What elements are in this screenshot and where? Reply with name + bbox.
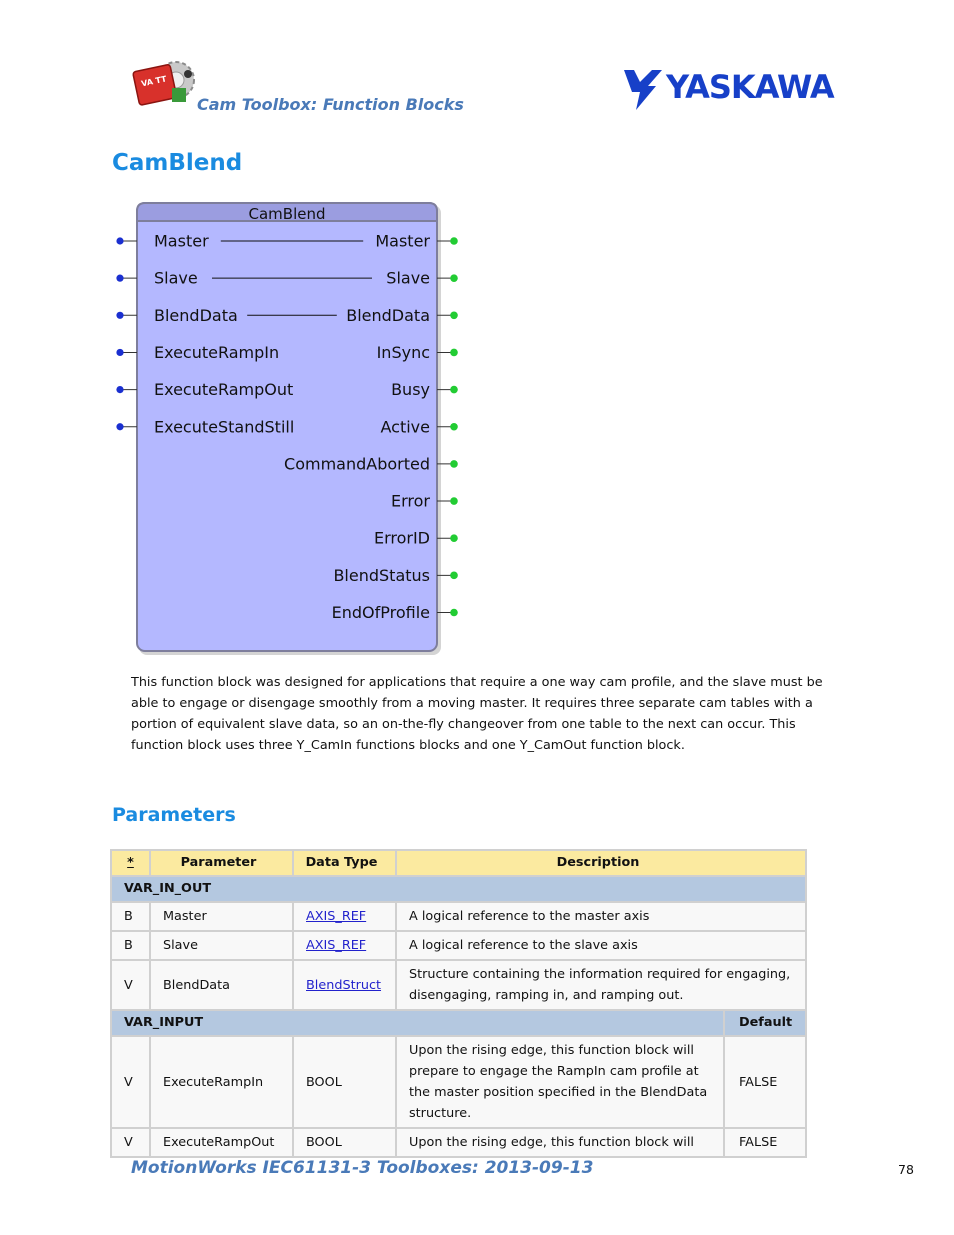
param-description: Upon the rising edge, this function block will prepare to engage the RampIn cam profile at the master position specified in the BlendData structure. xyxy=(397,1037,723,1127)
param-kind: V xyxy=(112,1129,149,1156)
param-name: Master xyxy=(151,903,292,930)
parameters-heading: Parameters xyxy=(112,804,236,826)
badge-text: VA TT xyxy=(140,74,168,89)
output-label: Error xyxy=(391,491,430,511)
output-pin-dot xyxy=(450,386,458,394)
data-type-link[interactable]: AXIS_REF xyxy=(306,938,367,953)
input-pin-dot xyxy=(116,386,123,393)
function-block-diagram xyxy=(113,200,463,656)
page-title: CamBlend xyxy=(112,150,243,176)
input-pin-dot xyxy=(116,423,123,430)
data-type-link[interactable]: AXIS_REF xyxy=(306,909,367,924)
output-pin-dot xyxy=(450,274,458,282)
param-name: BlendData xyxy=(151,961,292,1009)
page-number: 78 xyxy=(898,1162,914,1177)
description-paragraph: This function block was designed for applications that require a one way cam profile, and the slave must be able to engage or disengage smoothly from a moving master. It requires three separate cam tables with a portion of equivalent slave data, so an on-the-fly changeover from one table to the next can occur. This function block uses three Y_CamIn functions blocks and one Y_CamOut function block. xyxy=(131,675,823,753)
output-pin-dot xyxy=(450,423,458,431)
output-label: EndOfProfile xyxy=(331,603,430,622)
header-title: Cam Toolbox: Function Blocks xyxy=(197,95,464,114)
brand-text: YASKAWA xyxy=(666,68,834,106)
param-kind: V xyxy=(112,961,149,1009)
parameters-table xyxy=(110,849,807,1158)
output-pin-dot xyxy=(450,460,458,468)
yaskawa-logo xyxy=(622,66,844,112)
input-pin-dot xyxy=(116,237,123,244)
input-label: ExecuteStandStill xyxy=(154,417,295,437)
input-label: BlendData xyxy=(154,305,238,325)
param-name: Slave xyxy=(151,932,292,959)
fb-title: CamBlend xyxy=(248,205,326,223)
param-type: BOOL xyxy=(294,1037,395,1127)
input-pin-dot xyxy=(116,349,123,356)
section-label: VAR_INPUT xyxy=(112,1011,723,1035)
param-name: ExecuteRampIn xyxy=(151,1037,292,1127)
output-label: Master xyxy=(375,231,430,251)
param-description: A logical reference to the master axis xyxy=(397,903,805,930)
table-row xyxy=(112,1129,805,1156)
header-parameter: Parameter xyxy=(151,851,292,875)
output-pin-dot xyxy=(450,237,458,245)
input-label: Master xyxy=(154,231,209,251)
header-description: Description xyxy=(397,851,805,875)
param-kind: B xyxy=(112,903,149,930)
section-var-in-out xyxy=(112,877,805,901)
param-description: Structure containing the information required for engaging, disengaging, ramping in, and ramping out. xyxy=(397,961,805,1009)
output-label: BlendData xyxy=(346,305,430,325)
output-label: InSync xyxy=(376,342,430,362)
input-pin-dot xyxy=(116,312,123,319)
header-data-type: Data Type xyxy=(294,851,395,875)
default-column-label: Default xyxy=(725,1011,805,1035)
param-default: FALSE xyxy=(725,1129,805,1156)
toolbox-logo xyxy=(132,58,198,110)
output-label: BlendStatus xyxy=(333,565,430,585)
table-row xyxy=(112,903,805,930)
param-kind: B xyxy=(112,932,149,959)
header-star: * xyxy=(112,851,149,875)
table-row xyxy=(112,932,805,959)
input-label: Slave xyxy=(154,268,198,288)
output-pin-dot xyxy=(450,534,458,542)
param-name: ExecuteRampOut xyxy=(151,1129,292,1156)
footer-text: MotionWorks IEC61131-3 Toolboxes: 2013-09-13 xyxy=(131,1158,594,1178)
input-label: ExecuteRampOut xyxy=(154,380,294,400)
output-pin-dot xyxy=(450,312,458,320)
input-pin-dot xyxy=(116,275,123,282)
output-pin-dot xyxy=(450,609,458,617)
param-kind: V xyxy=(112,1037,149,1127)
output-pin-dot xyxy=(450,349,458,357)
data-type-link[interactable]: BlendStruct xyxy=(306,977,382,993)
input-label: ExecuteRampIn xyxy=(154,342,280,362)
output-pin-dot xyxy=(450,572,458,580)
param-type: BOOL xyxy=(294,1129,395,1156)
section-label: VAR_IN_OUT xyxy=(112,877,805,901)
output-pin-dot xyxy=(450,497,458,505)
table-row xyxy=(112,961,805,1009)
output-label: CommandAborted xyxy=(284,454,430,474)
output-label: Active xyxy=(380,417,430,437)
output-label: ErrorID xyxy=(373,528,430,548)
output-label: Busy xyxy=(391,380,430,400)
param-description: Upon the rising edge, this function block will xyxy=(397,1129,723,1156)
output-label: Slave xyxy=(386,268,430,288)
param-description: A logical reference to the slave axis xyxy=(397,932,805,959)
table-header-row xyxy=(112,851,805,875)
table-row xyxy=(112,1037,805,1127)
section-var-input xyxy=(112,1011,805,1035)
param-default: FALSE xyxy=(725,1037,805,1127)
